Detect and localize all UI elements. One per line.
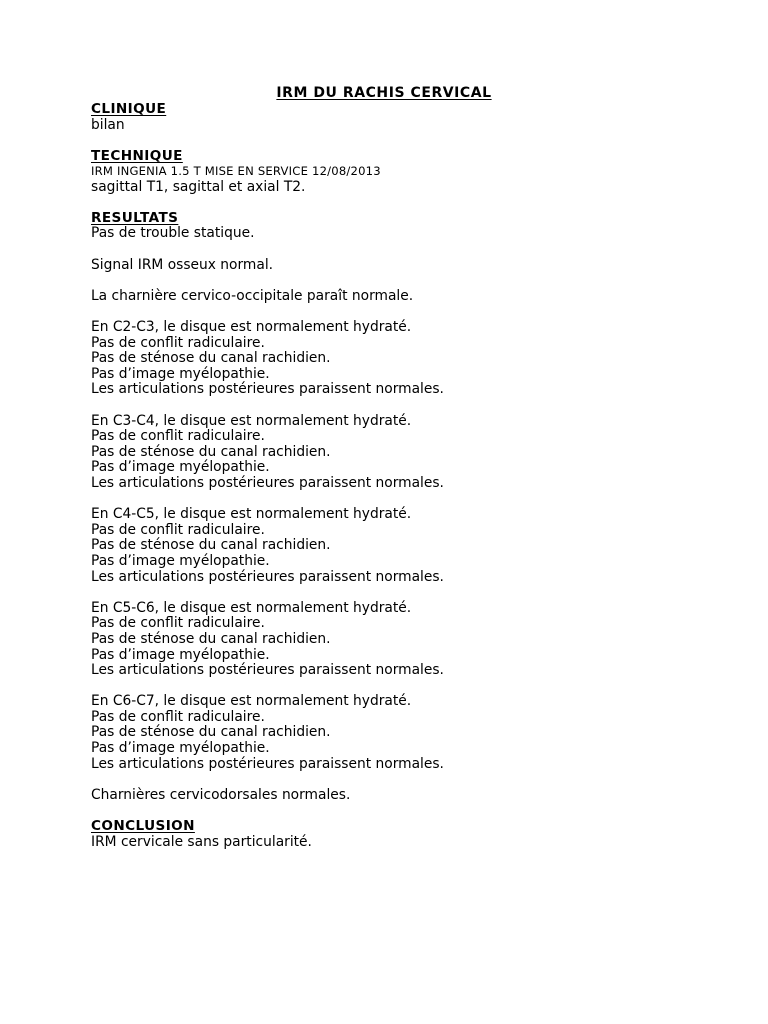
resultats-signal: Signal IRM osseux normal. (91, 256, 274, 273)
section-resultats (91, 211, 731, 803)
spacer (91, 273, 731, 289)
report-title-block (0, 85, 768, 102)
level-intro: En C3-C4, le disque est normalement hydraté. (91, 412, 412, 429)
spacer (91, 679, 731, 695)
heading-resultats: RESULTATS (91, 209, 179, 226)
level-articulations: Les articulations postérieures paraissent normales. (91, 568, 444, 585)
level-stenose: Pas de sténose du canal rachidien. (91, 724, 331, 741)
heading-conclusion: CONCLUSION (91, 818, 195, 835)
spacer (91, 398, 731, 414)
level-myelopathie: Pas d’image myélopathie. (91, 552, 270, 569)
clinique-text: bilan (91, 116, 125, 133)
spacer (91, 304, 731, 320)
level-stenose: Pas de sténose du canal rachidien. (91, 630, 331, 647)
level-block-c3-c4 (91, 414, 731, 492)
level-stenose: Pas de sténose du canal rachidien. (91, 537, 331, 554)
level-conflit: Pas de conflit radiculaire. (91, 615, 265, 632)
level-intro: En C2-C3, le disque est normalement hydraté. (91, 319, 412, 336)
report-title: IRM DU RACHIS CERVICAL (276, 85, 492, 101)
spacer (91, 772, 731, 788)
section-technique (91, 149, 731, 196)
level-intro: En C4-C5, le disque est normalement hydraté. (91, 506, 412, 523)
level-articulations: Les articulations postérieures paraissent normales. (91, 474, 444, 491)
technique-machine: IRM INGENIA 1.5 T MISE EN SERVICE 12/08/2013 (91, 164, 381, 179)
level-articulations: Les articulations postérieures paraissent normales. (91, 381, 444, 398)
resultats-statique: Pas de trouble statique. (91, 225, 255, 242)
level-stenose: Pas de sténose du canal rachidien. (91, 350, 331, 367)
level-block-c2-c3 (91, 320, 731, 398)
resultats-charniere: La charnière cervico-occipitale paraît normale. (91, 287, 414, 304)
section-conclusion (91, 819, 731, 850)
resultats-cervicodorsales: Charnières cervicodorsales normales. (91, 786, 351, 803)
technique-sequences: sagittal T1, sagittal et axial T2. (91, 178, 306, 195)
level-myelopathie: Pas d’image myélopathie. (91, 459, 270, 476)
level-conflit: Pas de conflit radiculaire. (91, 428, 265, 445)
level-conflit: Pas de conflit radiculaire. (91, 521, 265, 538)
level-articulations: Les articulations postérieures paraissent normales. (91, 755, 444, 772)
level-conflit: Pas de conflit radiculaire. (91, 334, 265, 351)
level-myelopathie: Pas d’image myélopathie. (91, 740, 270, 757)
spacer (91, 242, 731, 258)
spacer (91, 585, 731, 601)
conclusion-text: IRM cervicale sans particularité. (91, 833, 312, 850)
level-conflit: Pas de conflit radiculaire. (91, 708, 265, 725)
spacer (91, 803, 731, 819)
heading-clinique: CLINIQUE (91, 101, 167, 117)
spacer (91, 492, 731, 508)
level-block-c5-c6 (91, 601, 731, 679)
heading-technique: TECHNIQUE (91, 147, 183, 164)
level-block-c6-c7 (91, 694, 731, 772)
spacer (91, 133, 731, 149)
level-myelopathie: Pas d’image myélopathie. (91, 646, 270, 663)
level-stenose: Pas de sténose du canal rachidien. (91, 443, 331, 460)
level-myelopathie: Pas d’image myélopathie. (91, 365, 270, 382)
level-intro: En C5-C6, le disque est normalement hydraté. (91, 599, 412, 616)
report-body (91, 102, 731, 850)
level-articulations: Les articulations postérieures paraissent normales. (91, 662, 444, 679)
spacer (91, 195, 731, 211)
level-block-c4-c5 (91, 507, 731, 585)
section-clinique (91, 102, 731, 133)
level-intro: En C6-C7, le disque est normalement hydraté. (91, 693, 412, 710)
